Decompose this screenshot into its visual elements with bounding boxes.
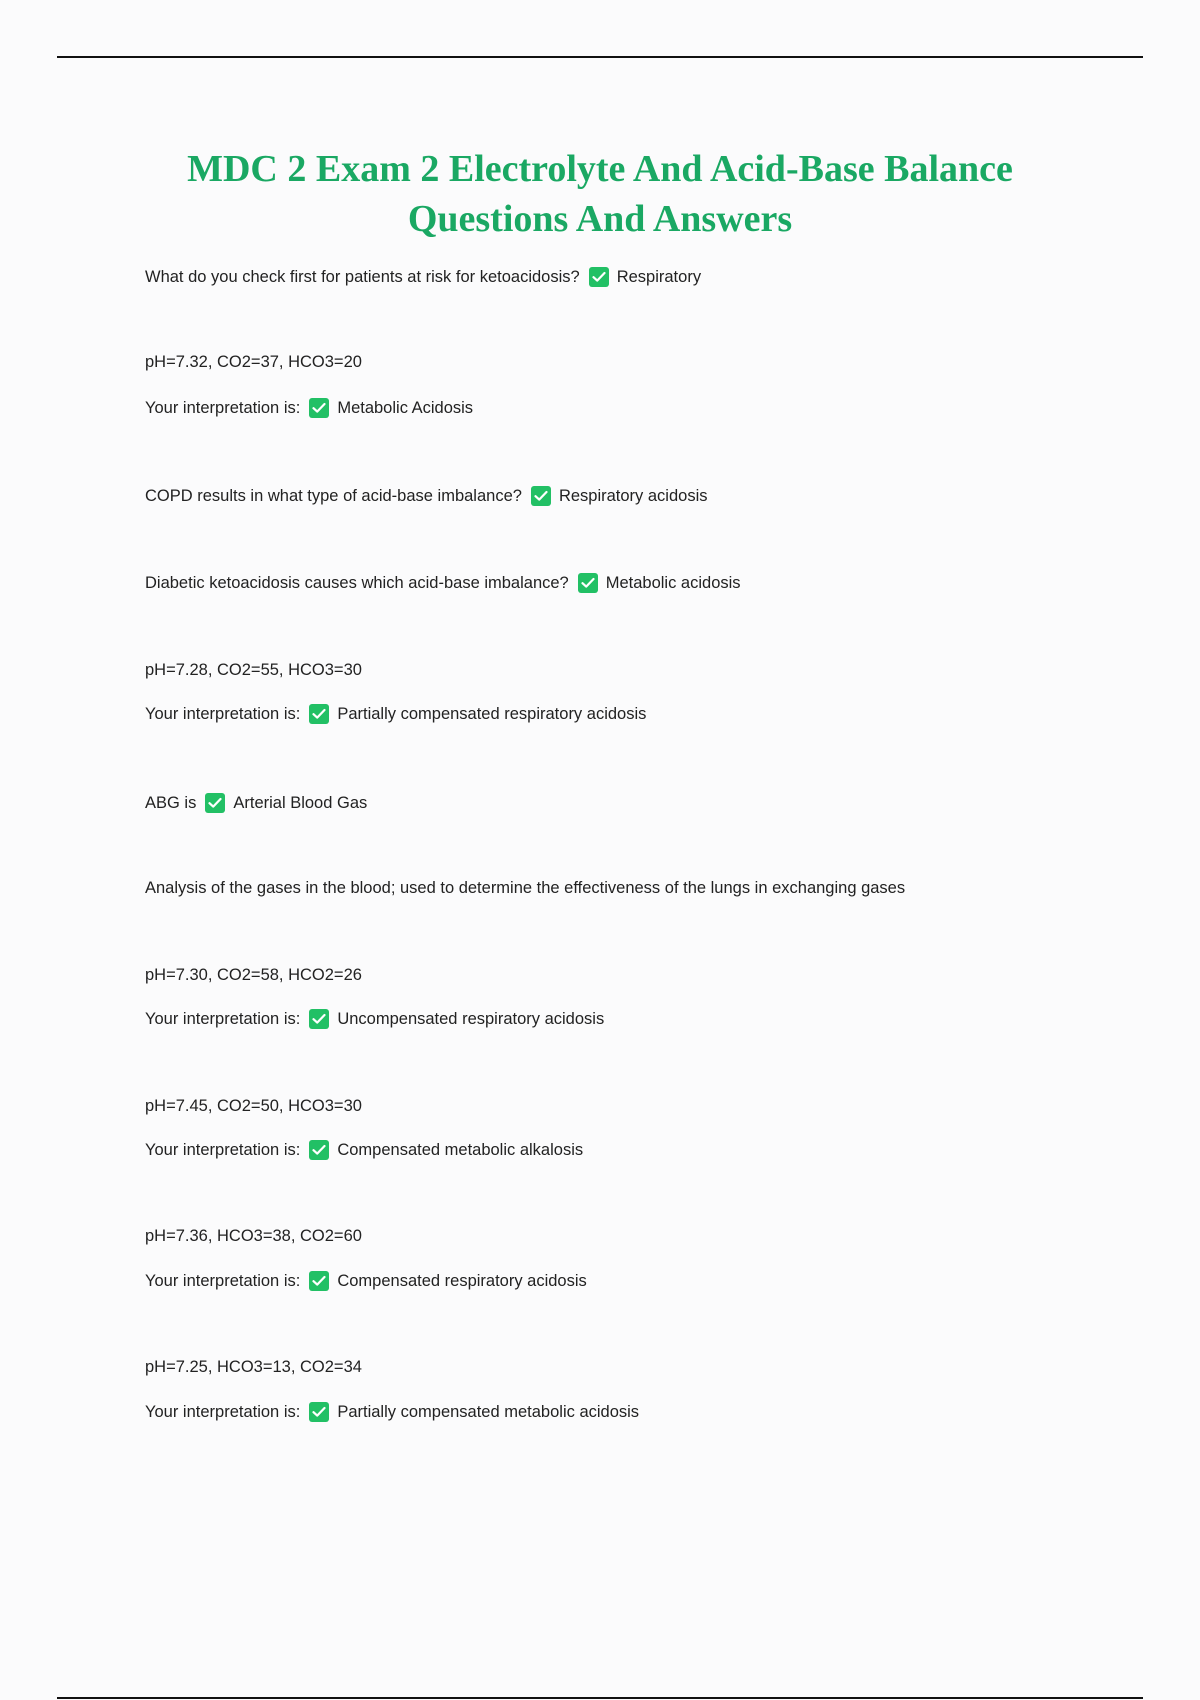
- checkmark-icon: [309, 1009, 329, 1029]
- answer-text: Partially compensated respiratory acidosis: [337, 705, 647, 723]
- document-title: [0, 144, 1200, 244]
- answer-text: Respiratory: [616, 268, 702, 286]
- qa-line: [145, 484, 708, 508]
- answer-text: Arterial Blood Gas: [233, 794, 368, 812]
- answer-text: Metabolic Acidosis: [337, 399, 474, 417]
- question-text: Your interpretation is:: [145, 1403, 301, 1421]
- question-text: pH=7.36, HCO3=38, CO2=60: [145, 1227, 362, 1245]
- checkmark-icon: [589, 267, 609, 287]
- answer-text: Compensated respiratory acidosis: [337, 1272, 587, 1290]
- title-line-2: Questions And Answers: [407, 198, 793, 240]
- question-text: Your interpretation is:: [145, 1141, 301, 1159]
- answer-text: Uncompensated respiratory acidosis: [337, 1010, 605, 1028]
- title-line-1: MDC 2 Exam 2 Electrolyte And Acid-Base Balance: [187, 148, 1013, 190]
- qa-line: [145, 396, 473, 420]
- checkmark-icon: [531, 486, 551, 506]
- qa-line: [145, 1355, 362, 1379]
- checkmark-icon: [205, 793, 225, 813]
- question-text: pH=7.30, CO2=58, HCO2=26: [145, 966, 362, 984]
- question-text: Your interpretation is:: [145, 1010, 301, 1028]
- qa-line: [145, 876, 905, 900]
- qa-line: [145, 791, 367, 815]
- qa-line: [145, 571, 741, 595]
- question-text: COPD results in what type of acid-base imbalance?: [145, 487, 522, 505]
- qa-line: [145, 1007, 604, 1031]
- question-text: pH=7.32, CO2=37, HCO3=20: [145, 353, 362, 371]
- qa-line: [145, 1224, 362, 1248]
- answer-text: Partially compensated metabolic acidosis: [337, 1403, 640, 1421]
- checkmark-icon: [309, 398, 329, 418]
- question-text: pH=7.25, HCO3=13, CO2=34: [145, 1358, 362, 1376]
- checkmark-icon: [309, 1271, 329, 1291]
- question-text: Your interpretation is:: [145, 705, 301, 723]
- qa-line: [145, 350, 362, 374]
- checkmark-icon: [309, 704, 329, 724]
- qa-line: [145, 1269, 587, 1293]
- qa-line: [145, 963, 362, 987]
- qa-line: [145, 1138, 583, 1162]
- top-rule: [57, 56, 1143, 58]
- question-text: ABG is: [145, 794, 197, 812]
- question-text: Your interpretation is:: [145, 1272, 301, 1290]
- question-text: pH=7.28, CO2=55, HCO3=30: [145, 661, 362, 679]
- answer-text: Compensated metabolic alkalosis: [337, 1141, 584, 1159]
- checkmark-icon: [309, 1140, 329, 1160]
- question-text: Diabetic ketoacidosis causes which acid-base imbalance?: [145, 574, 569, 592]
- qa-line: [145, 702, 646, 726]
- qa-line: [145, 265, 701, 289]
- qa-line: [145, 1400, 639, 1424]
- checkmark-icon: [578, 573, 598, 593]
- answer-text: Respiratory acidosis: [558, 487, 708, 505]
- question-text: Analysis of the gases in the blood; used to determine the effectiveness of the lungs in exchanging gases: [145, 879, 906, 897]
- bottom-rule: [57, 1697, 1143, 1699]
- question-text: What do you check first for patients at risk for ketoacidosis?: [145, 268, 580, 286]
- question-text: Your interpretation is:: [145, 399, 301, 417]
- answer-text: Metabolic acidosis: [605, 574, 741, 592]
- checkmark-icon: [309, 1402, 329, 1422]
- question-text: pH=7.45, CO2=50, HCO3=30: [145, 1097, 362, 1115]
- qa-line: [145, 1094, 362, 1118]
- qa-line: [145, 658, 362, 682]
